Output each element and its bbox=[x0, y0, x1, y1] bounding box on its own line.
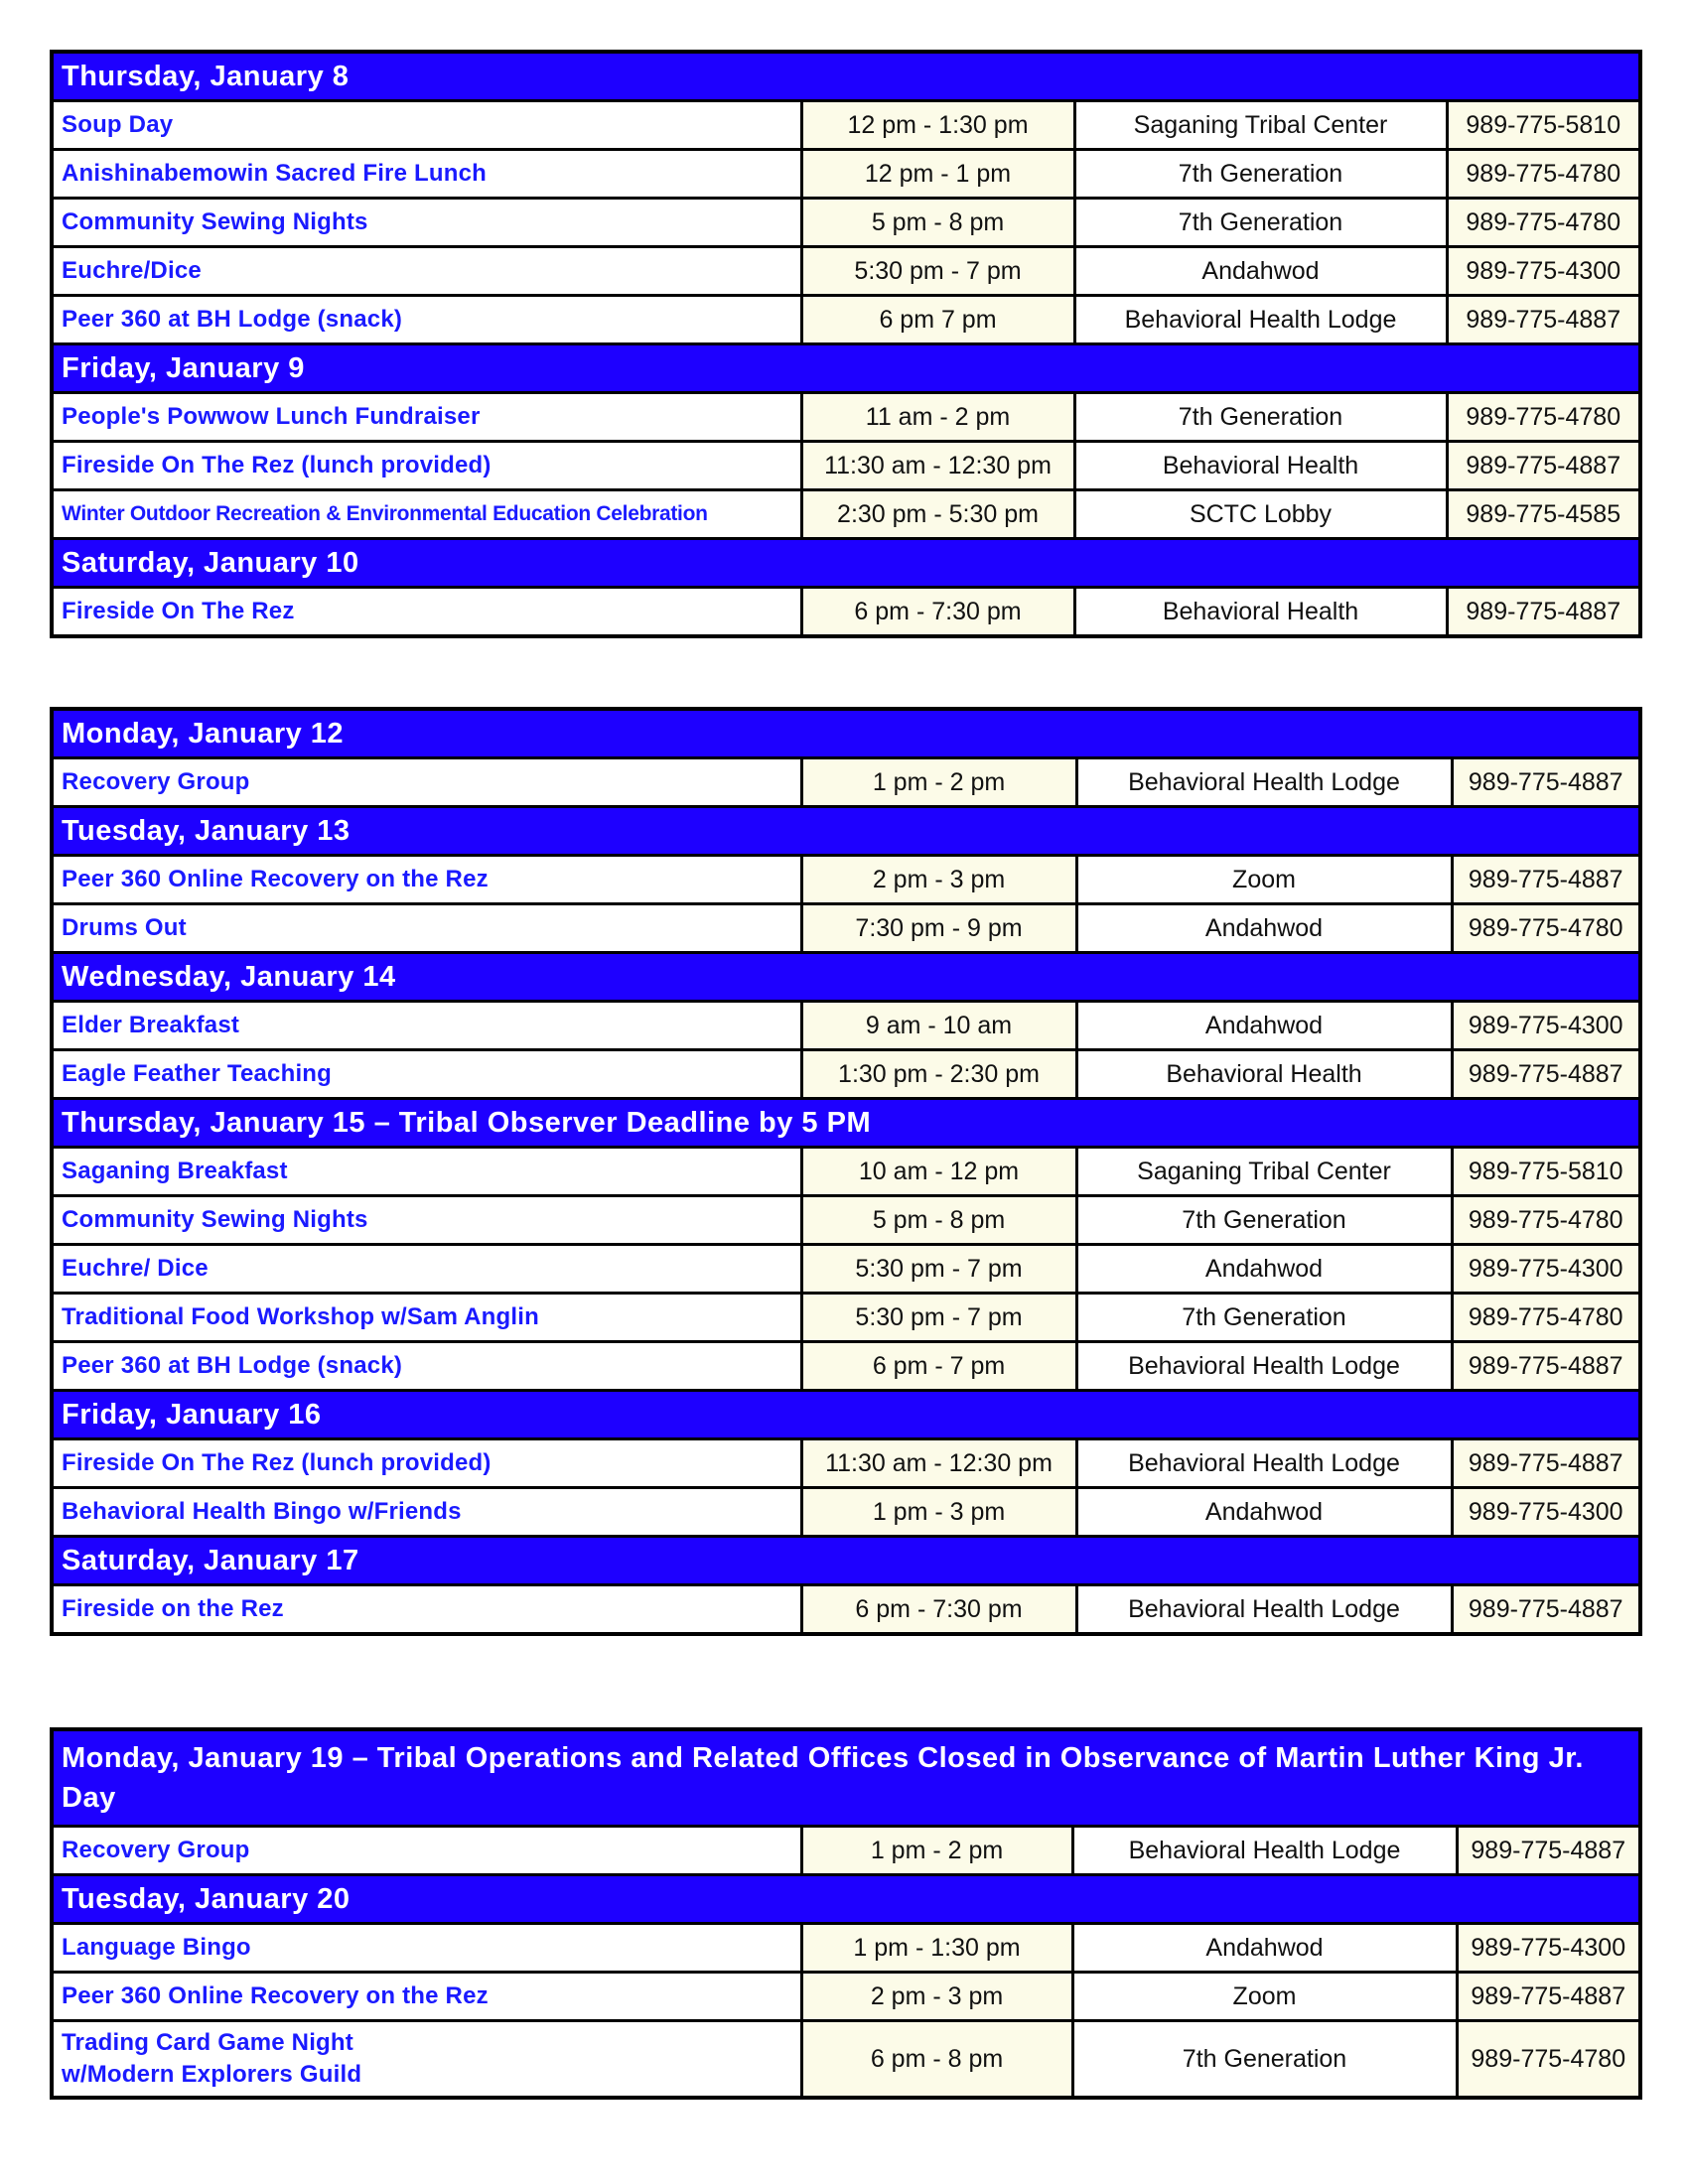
event-phone: 989-775-4887 bbox=[1447, 296, 1640, 344]
event-row bbox=[52, 2021, 1640, 2099]
event-location: Andahwod bbox=[1076, 1245, 1452, 1294]
event-location: Behavioral Health Lodge bbox=[1076, 1585, 1452, 1635]
day-header-row bbox=[52, 1875, 1640, 1924]
event-location: 7th Generation bbox=[1072, 2021, 1457, 2099]
event-location: 7th Generation bbox=[1074, 393, 1447, 442]
event-phone: 989-775-4585 bbox=[1447, 490, 1640, 539]
event-phone: 989-775-4780 bbox=[1452, 1294, 1640, 1342]
event-name: Saganing Breakfast bbox=[52, 1148, 801, 1196]
day-header: Wednesday, January 14 bbox=[52, 953, 1640, 1002]
event-location: Zoom bbox=[1076, 856, 1452, 904]
event-row bbox=[52, 150, 1640, 199]
event-row bbox=[52, 199, 1640, 247]
event-time: 6 pm - 8 pm bbox=[801, 2021, 1072, 2099]
event-time: 7:30 pm - 9 pm bbox=[801, 904, 1076, 953]
event-time: 5:30 pm - 7 pm bbox=[801, 1245, 1076, 1294]
event-row bbox=[52, 856, 1640, 904]
event-row bbox=[52, 296, 1640, 344]
day-header: Thursday, January 8 bbox=[52, 52, 1640, 101]
event-name: Community Sewing Nights bbox=[52, 199, 801, 247]
event-row bbox=[52, 1294, 1640, 1342]
day-header-row bbox=[52, 52, 1640, 101]
event-row bbox=[52, 1342, 1640, 1391]
event-name: Language Bingo bbox=[52, 1924, 801, 1973]
event-phone: 989-775-4300 bbox=[1447, 247, 1640, 296]
event-location: Andahwod bbox=[1072, 1924, 1457, 1973]
event-row bbox=[52, 247, 1640, 296]
event-time: 5 pm - 8 pm bbox=[801, 199, 1074, 247]
day-header-row bbox=[52, 1537, 1640, 1585]
schedule-table-week-1 bbox=[50, 50, 1642, 638]
event-name: Traditional Food Workshop w/Sam Anglin bbox=[52, 1294, 801, 1342]
event-time: 9 am - 10 am bbox=[801, 1002, 1076, 1050]
event-location: Behavioral Health bbox=[1076, 1050, 1452, 1099]
event-name: Fireside on the Rez bbox=[52, 1585, 801, 1635]
event-phone: 989-775-4887 bbox=[1457, 1973, 1640, 2021]
event-phone: 989-775-4300 bbox=[1452, 1245, 1640, 1294]
event-location: 7th Generation bbox=[1076, 1294, 1452, 1342]
day-header-row bbox=[52, 1729, 1640, 1827]
event-location: 7th Generation bbox=[1076, 1196, 1452, 1245]
event-time: 12 pm - 1:30 pm bbox=[801, 101, 1074, 150]
event-row bbox=[52, 442, 1640, 490]
event-name: People's Powwow Lunch Fundraiser bbox=[52, 393, 801, 442]
event-name: Peer 360 Online Recovery on the Rez bbox=[52, 856, 801, 904]
event-phone: 989-775-4780 bbox=[1447, 393, 1640, 442]
event-row bbox=[52, 490, 1640, 539]
event-time: 1:30 pm - 2:30 pm bbox=[801, 1050, 1076, 1099]
event-phone: 989-775-4300 bbox=[1452, 1002, 1640, 1050]
event-row bbox=[52, 1050, 1640, 1099]
event-row bbox=[52, 1488, 1640, 1537]
day-header: Friday, January 16 bbox=[52, 1391, 1640, 1439]
event-row bbox=[52, 1245, 1640, 1294]
event-location: Andahwod bbox=[1076, 904, 1452, 953]
event-location: Behavioral Health Lodge bbox=[1074, 296, 1447, 344]
event-row bbox=[52, 1148, 1640, 1196]
event-phone: 989-775-4780 bbox=[1447, 199, 1640, 247]
day-header: Tuesday, January 20 bbox=[52, 1875, 1640, 1924]
event-time: 1 pm - 3 pm bbox=[801, 1488, 1076, 1537]
event-name: Elder Breakfast bbox=[52, 1002, 801, 1050]
event-name: Behavioral Health Bingo w/Friends bbox=[52, 1488, 801, 1537]
day-header: Saturday, January 10 bbox=[52, 539, 1640, 588]
event-row bbox=[52, 758, 1640, 807]
event-location: Saganing Tribal Center bbox=[1074, 101, 1447, 150]
event-time: 6 pm - 7 pm bbox=[801, 1342, 1076, 1391]
event-time: 6 pm - 7:30 pm bbox=[801, 588, 1074, 637]
day-header-row bbox=[52, 807, 1640, 856]
event-phone: 989-775-4780 bbox=[1447, 150, 1640, 199]
day-header-row bbox=[52, 709, 1640, 758]
event-time: 5:30 pm - 7 pm bbox=[801, 247, 1074, 296]
day-header-row bbox=[52, 1391, 1640, 1439]
day-header-row bbox=[52, 953, 1640, 1002]
event-phone: 989-775-4887 bbox=[1457, 1827, 1640, 1875]
event-location: 7th Generation bbox=[1074, 150, 1447, 199]
event-time: 11:30 am - 12:30 pm bbox=[801, 442, 1074, 490]
event-location: Behavioral Health bbox=[1074, 588, 1447, 637]
event-location: Behavioral Health Lodge bbox=[1076, 1439, 1452, 1488]
event-time: 1 pm - 2 pm bbox=[801, 758, 1076, 807]
event-phone: 989-775-4887 bbox=[1452, 1439, 1640, 1488]
event-name: Community Sewing Nights bbox=[52, 1196, 801, 1245]
event-location: Behavioral Health Lodge bbox=[1072, 1827, 1457, 1875]
event-location: Andahwod bbox=[1076, 1002, 1452, 1050]
event-row bbox=[52, 1002, 1640, 1050]
event-time: 5:30 pm - 7 pm bbox=[801, 1294, 1076, 1342]
event-phone: 989-775-4887 bbox=[1452, 1585, 1640, 1635]
event-row bbox=[52, 393, 1640, 442]
event-phone: 989-775-4887 bbox=[1447, 442, 1640, 490]
event-name: Fireside On The Rez (lunch provided) bbox=[52, 1439, 801, 1488]
event-name: Euchre/Dice bbox=[52, 247, 801, 296]
event-name: Soup Day bbox=[52, 101, 801, 150]
day-header-row bbox=[52, 539, 1640, 588]
event-name: Recovery Group bbox=[52, 758, 801, 807]
event-time: 6 pm 7 pm bbox=[801, 296, 1074, 344]
event-phone: 989-775-4887 bbox=[1452, 1342, 1640, 1391]
event-row bbox=[52, 1196, 1640, 1245]
day-header: Thursday, January 15 – Tribal Observer Deadline by 5 PM bbox=[52, 1099, 1640, 1148]
event-location: Zoom bbox=[1072, 1973, 1457, 2021]
event-name: Winter Outdoor Recreation & Environmental Education Celebration bbox=[52, 490, 801, 539]
event-location: SCTC Lobby bbox=[1074, 490, 1447, 539]
event-location: Behavioral Health bbox=[1074, 442, 1447, 490]
event-time: 1 pm - 2 pm bbox=[801, 1827, 1072, 1875]
event-phone: 989-775-4780 bbox=[1457, 2021, 1640, 2099]
event-name: Fireside On The Rez (lunch provided) bbox=[52, 442, 801, 490]
day-header: Monday, January 12 bbox=[52, 709, 1640, 758]
event-row bbox=[52, 588, 1640, 637]
event-name: Euchre/ Dice bbox=[52, 1245, 801, 1294]
schedule-table-week-2 bbox=[50, 707, 1642, 1636]
event-location: Andahwod bbox=[1076, 1488, 1452, 1537]
event-name: Anishinabemowin Sacred Fire Lunch bbox=[52, 150, 801, 199]
event-phone: 989-775-4300 bbox=[1452, 1488, 1640, 1537]
event-phone: 989-775-4887 bbox=[1452, 856, 1640, 904]
event-phone: 989-775-4780 bbox=[1452, 1196, 1640, 1245]
event-name: Peer 360 at BH Lodge (snack) bbox=[52, 1342, 801, 1391]
event-row bbox=[52, 904, 1640, 953]
event-location: Saganing Tribal Center bbox=[1076, 1148, 1452, 1196]
event-name: Drums Out bbox=[52, 904, 801, 953]
event-time: 11:30 am - 12:30 pm bbox=[801, 1439, 1076, 1488]
event-location: Behavioral Health Lodge bbox=[1076, 758, 1452, 807]
event-row bbox=[52, 1924, 1640, 1973]
event-phone: 989-775-5810 bbox=[1452, 1148, 1640, 1196]
event-time: 1 pm - 1:30 pm bbox=[801, 1924, 1072, 1973]
event-phone: 989-775-4300 bbox=[1457, 1924, 1640, 1973]
event-phone: 989-775-4887 bbox=[1452, 758, 1640, 807]
event-row bbox=[52, 1973, 1640, 2021]
day-header: Monday, January 19 – Tribal Operations and Related Offices Closed in Observance of Martin Luther King Jr. Day bbox=[52, 1729, 1640, 1827]
event-time: 12 pm - 1 pm bbox=[801, 150, 1074, 199]
event-time: 2 pm - 3 pm bbox=[801, 1973, 1072, 2021]
event-time: 6 pm - 7:30 pm bbox=[801, 1585, 1076, 1635]
event-row bbox=[52, 1585, 1640, 1635]
event-phone: 989-775-4887 bbox=[1447, 588, 1640, 637]
event-time: 2:30 pm - 5:30 pm bbox=[801, 490, 1074, 539]
event-name: Fireside On The Rez bbox=[52, 588, 801, 637]
event-name: Peer 360 Online Recovery on the Rez bbox=[52, 1973, 801, 2021]
event-phone: 989-775-5810 bbox=[1447, 101, 1640, 150]
day-header: Tuesday, January 13 bbox=[52, 807, 1640, 856]
event-location: Behavioral Health Lodge bbox=[1076, 1342, 1452, 1391]
day-header-row bbox=[52, 1099, 1640, 1148]
event-name: Eagle Feather Teaching bbox=[52, 1050, 801, 1099]
event-time: 11 am - 2 pm bbox=[801, 393, 1074, 442]
schedule-table-week-3 bbox=[50, 1727, 1642, 2100]
event-row bbox=[52, 101, 1640, 150]
event-time: 2 pm - 3 pm bbox=[801, 856, 1076, 904]
event-phone: 989-775-4780 bbox=[1452, 904, 1640, 953]
day-header: Friday, January 9 bbox=[52, 344, 1640, 393]
event-name: Peer 360 at BH Lodge (snack) bbox=[52, 296, 801, 344]
event-location: 7th Generation bbox=[1074, 199, 1447, 247]
event-phone: 989-775-4887 bbox=[1452, 1050, 1640, 1099]
day-header: Saturday, January 17 bbox=[52, 1537, 1640, 1585]
event-location: Andahwod bbox=[1074, 247, 1447, 296]
event-time: 5 pm - 8 pm bbox=[801, 1196, 1076, 1245]
day-header-row bbox=[52, 344, 1640, 393]
event-time: 10 am - 12 pm bbox=[801, 1148, 1076, 1196]
event-name: Recovery Group bbox=[52, 1827, 801, 1875]
event-row bbox=[52, 1827, 1640, 1875]
event-row bbox=[52, 1439, 1640, 1488]
event-name: Trading Card Game Night w/Modern Explorers Guild bbox=[52, 2021, 801, 2099]
